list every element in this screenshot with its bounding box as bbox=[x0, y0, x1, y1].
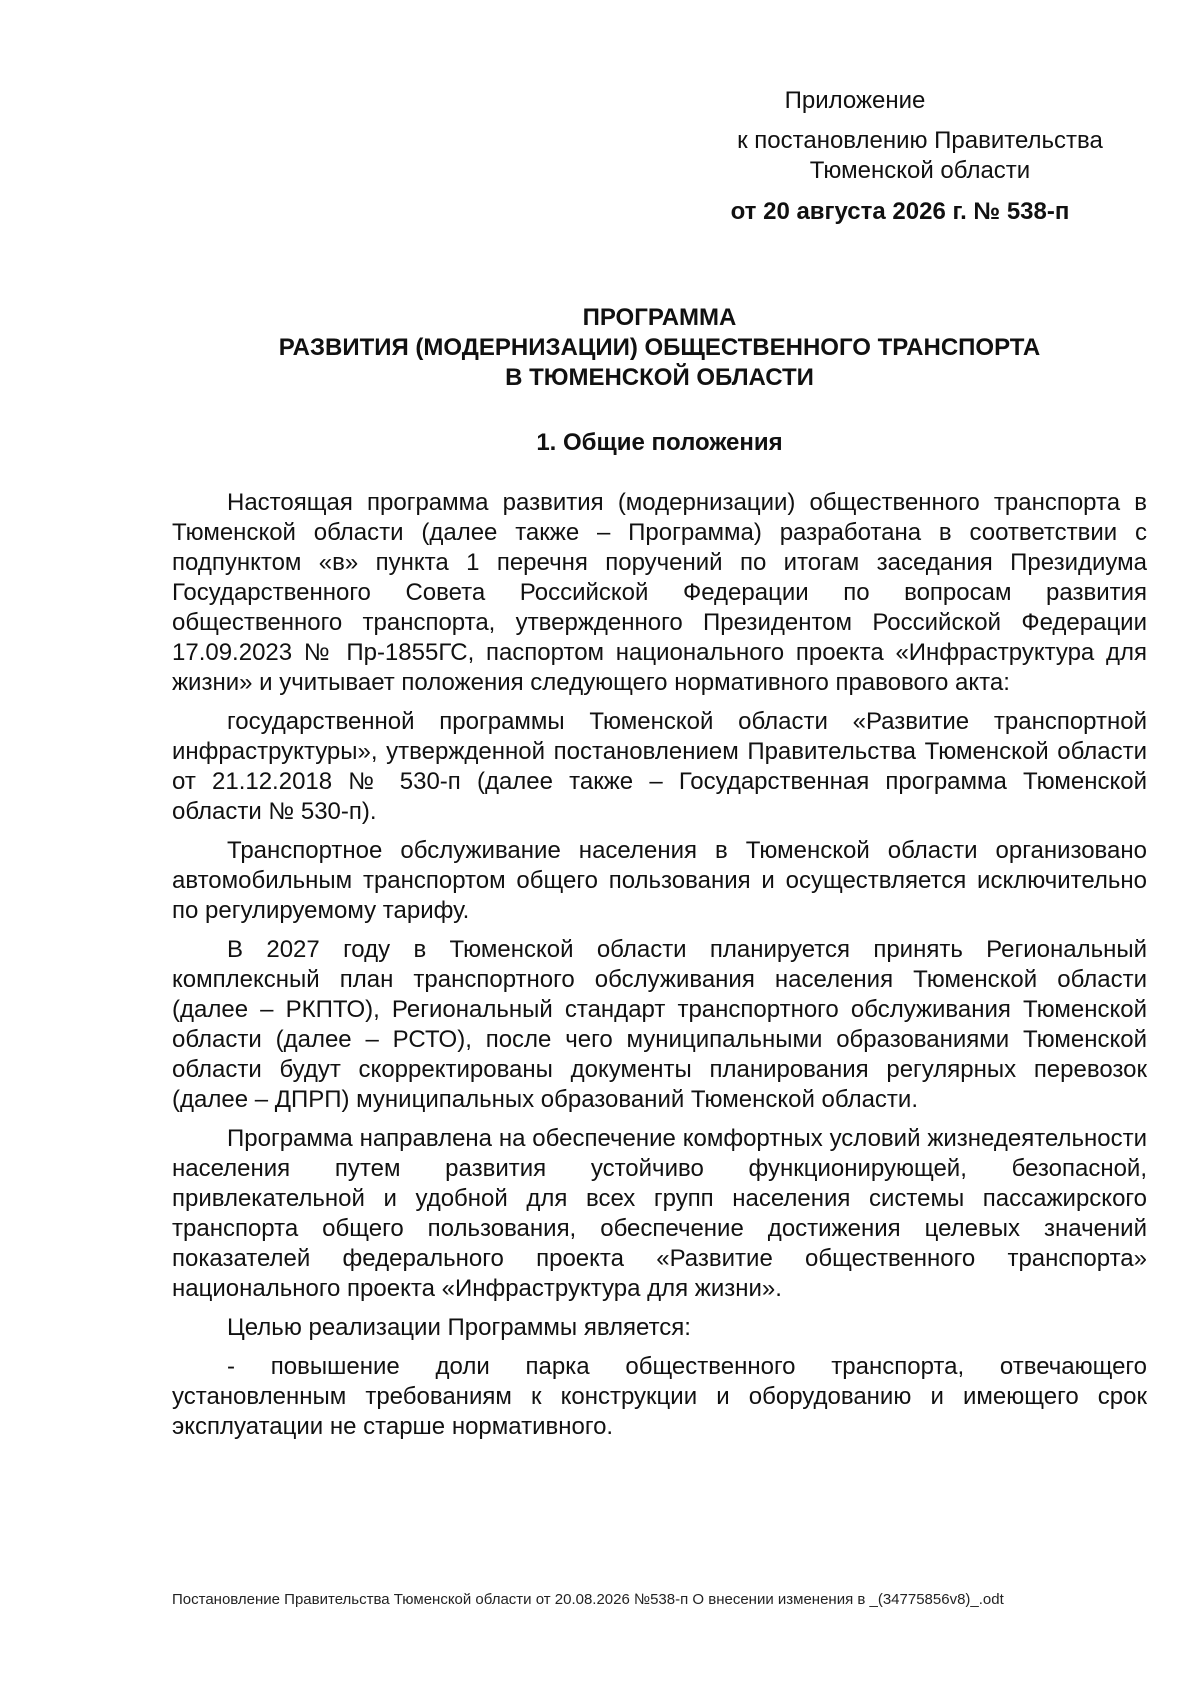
document-title-line1: ПРОГРАММА bbox=[582, 304, 737, 331]
appendix-date-number: от 20 августа 2026 г. № 538-п bbox=[730, 198, 1070, 225]
section-heading: 1. Общие положения bbox=[536, 429, 783, 456]
paragraph: Транспортное обслуживание населения в Тюменской области организовано автомобильным транспортом общего пользования и осуществляется исключительно по регулируемому тарифу. bbox=[172, 837, 1147, 924]
appendix-resolution-line2: Тюменской области bbox=[809, 157, 1031, 184]
paragraph: Настоящая программа развития (модернизации) общественного транспорта в Тюменской области (далее также – Программа) разработана в соответствии с подпунктом «в» пункта 1 перечня поручений по итогам заседания Президиума Государственного Совета Российской Федерации по вопросам развития общественного транспорта, утвержденного Президентом Российской Федерации 17.09.2023 № Пр-1855ГС, паспортом национального проекта «Инфраструктура для жизни» и учитывает положения следующего нормативного правового акта: bbox=[172, 489, 1147, 696]
document-title-line2: РАЗВИТИЯ (МОДЕРНИЗАЦИИ) ОБЩЕСТВЕННОГО ТРАНСПОРТА bbox=[278, 334, 1041, 361]
paragraph: В 2027 году в Тюменской области планируется принять Региональный комплексный план транспортного обслуживания населения Тюменской области (далее – РКПТО), Региональный стандарт транспортного обслуживания Тюменской области (далее – РСТО), после чего муниципальными образованиями Тюменской области будут скорректированы документы планирования регулярных перевозок (далее – ДПРП) муниципальных образований Тюменской области. bbox=[172, 936, 1147, 1113]
paragraph: Целью реализации Программы является: bbox=[227, 1314, 691, 1341]
page-footer: Постановление Правительства Тюменской области от 20.08.2026 №538-п О внесении изменения в _(34775856v8)_.odt bbox=[172, 1591, 1004, 1608]
document-title-line3: В ТЮМЕНСКОЙ ОБЛАСТИ bbox=[505, 364, 814, 391]
paragraph: государственной программы Тюменской области «Развитие транспортной инфраструктуры», утвержденной постановлением Правительства Тюменской области от 21.12.2018 № 530-п (далее также – Государственная программа Тюменской области № 530-п). bbox=[172, 708, 1147, 825]
paragraph: Программа направлена на обеспечение комфортных условий жизнедеятельности населения путем развития устойчиво функционирующей, безопасной, привлекательной и удобной для всех групп населения системы пассажирского транспорта общего пользования, обеспечение достижения целевых значений показателей федерального проекта «Развитие общественного транспорта» национального проекта «Инфраструктура для жизни». bbox=[172, 1125, 1147, 1302]
appendix-block bbox=[690, 86, 1150, 227]
document-title bbox=[172, 303, 1147, 393]
document-body bbox=[172, 488, 1147, 1451]
appendix-resolution-line1: к постановлению Правительства bbox=[737, 127, 1103, 154]
paragraph: - повышение доли парка общественного транспорта, отвечающего установленным требованиям к конструкции и оборудованию и имеющего срок эксплуатации не старше нормативного. bbox=[172, 1353, 1147, 1440]
appendix-label: Приложение bbox=[784, 87, 926, 114]
